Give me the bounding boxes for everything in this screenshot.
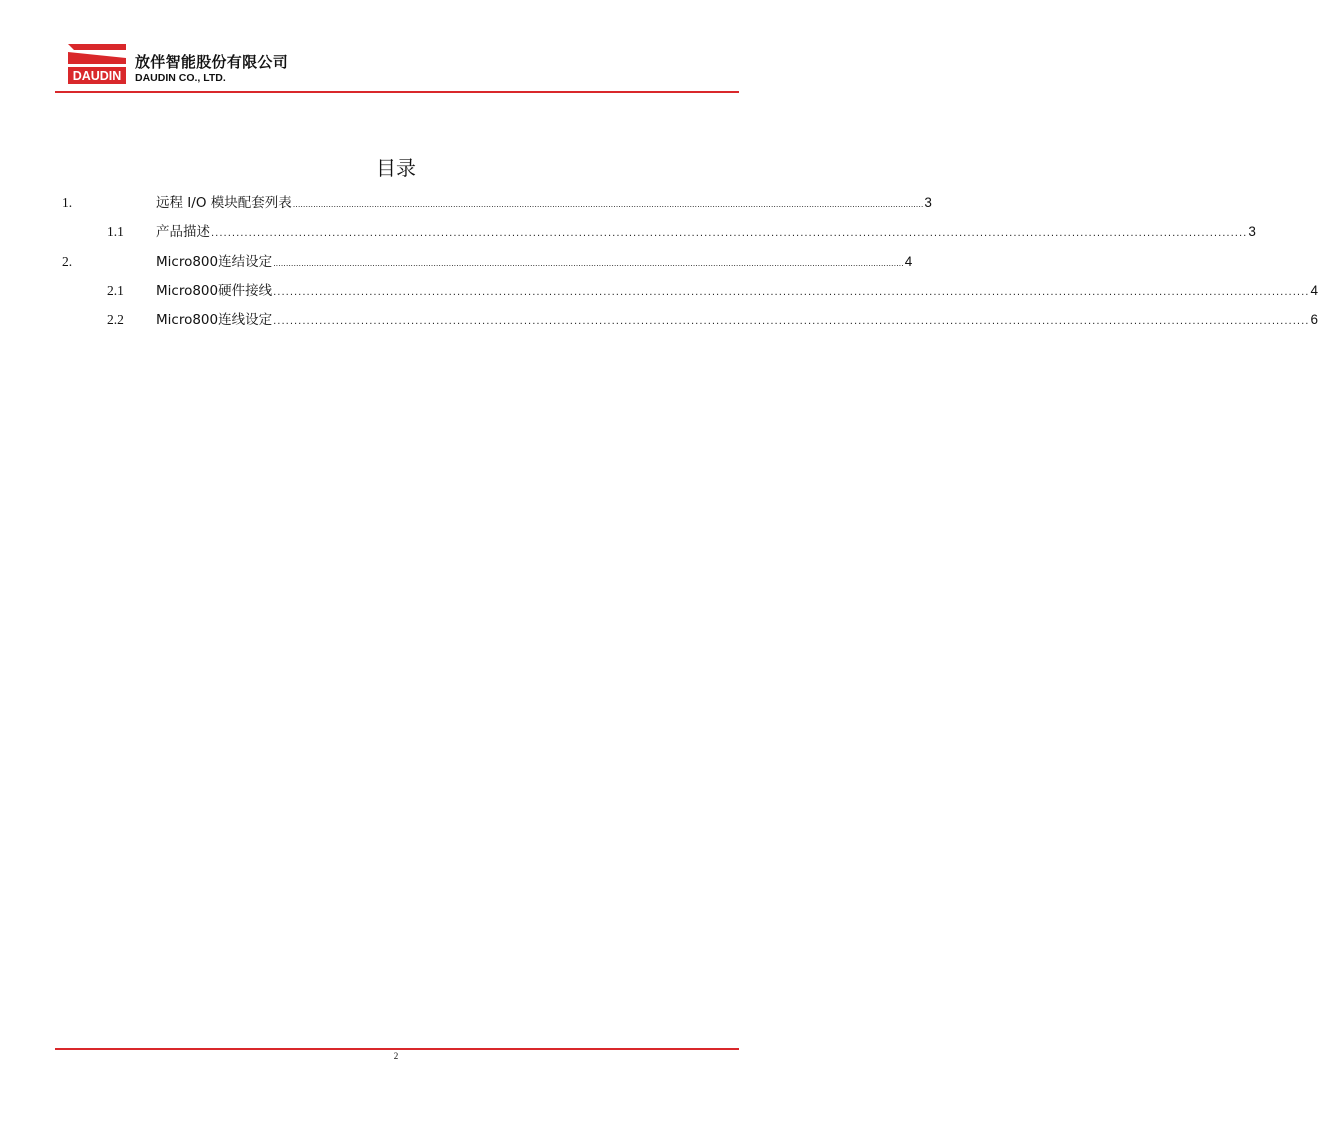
footer-divider: [55, 1048, 739, 1050]
toc-entry-page: 6: [1310, 312, 1318, 327]
company-name-chinese: 放伴智能股份有限公司: [135, 53, 289, 71]
toc-entry-number: 1.1: [107, 224, 124, 239]
toc-entry-label: Micro800硬件接线: [156, 283, 273, 299]
daudin-logo: [68, 44, 126, 84]
toc-dot-leader: ........................................................................................................................................................................................................................................................: [273, 316, 1310, 327]
company-name-english: DAUDIN CO., LTD.: [135, 72, 226, 84]
toc-entry-label: 远程 I/O 模块配套列表: [156, 195, 292, 211]
toc-title: 目录: [376, 156, 416, 180]
page-header: [68, 44, 738, 92]
toc-entry-number: 2.: [62, 254, 73, 269]
toc-dot-leader: ........................................................................................................................................................................................................................................................: [292, 200, 924, 209]
toc-entry-number: 1.: [62, 195, 73, 210]
toc-dot-leader: ........................................................................................................................................................................................................................................................: [273, 259, 904, 268]
toc-entry[interactable]: [0, 282, 1318, 300]
page-number: 2: [393, 1051, 399, 1061]
logo-wordmark: DAUDIN: [72, 69, 122, 83]
toc-dot-leader: ........................................................................................................................................................................................................................................................: [273, 287, 1310, 298]
header-divider: [55, 91, 739, 93]
toc-entry-page: 3: [1248, 224, 1256, 239]
toc-entry-number: 2.2: [107, 312, 124, 327]
toc-dot-leader: ........................................................................................................................................................................................................................................................: [211, 228, 1248, 239]
toc-entry-page: 3: [924, 195, 932, 210]
toc-entry-label: Micro800连线设定: [156, 312, 273, 328]
toc-entry-page: 4: [904, 254, 913, 269]
toc-entry[interactable]: [0, 194, 932, 212]
toc-entry-label: Micro800连结设定: [156, 254, 273, 270]
toc-entry[interactable]: [0, 311, 1318, 329]
toc-entry-label: 产品描述: [156, 224, 210, 240]
toc-entry-page: 4: [1310, 283, 1318, 298]
toc-entry[interactable]: [0, 223, 1256, 241]
toc-entry[interactable]: [0, 253, 913, 271]
toc-entry-number: 2.1: [107, 283, 124, 298]
